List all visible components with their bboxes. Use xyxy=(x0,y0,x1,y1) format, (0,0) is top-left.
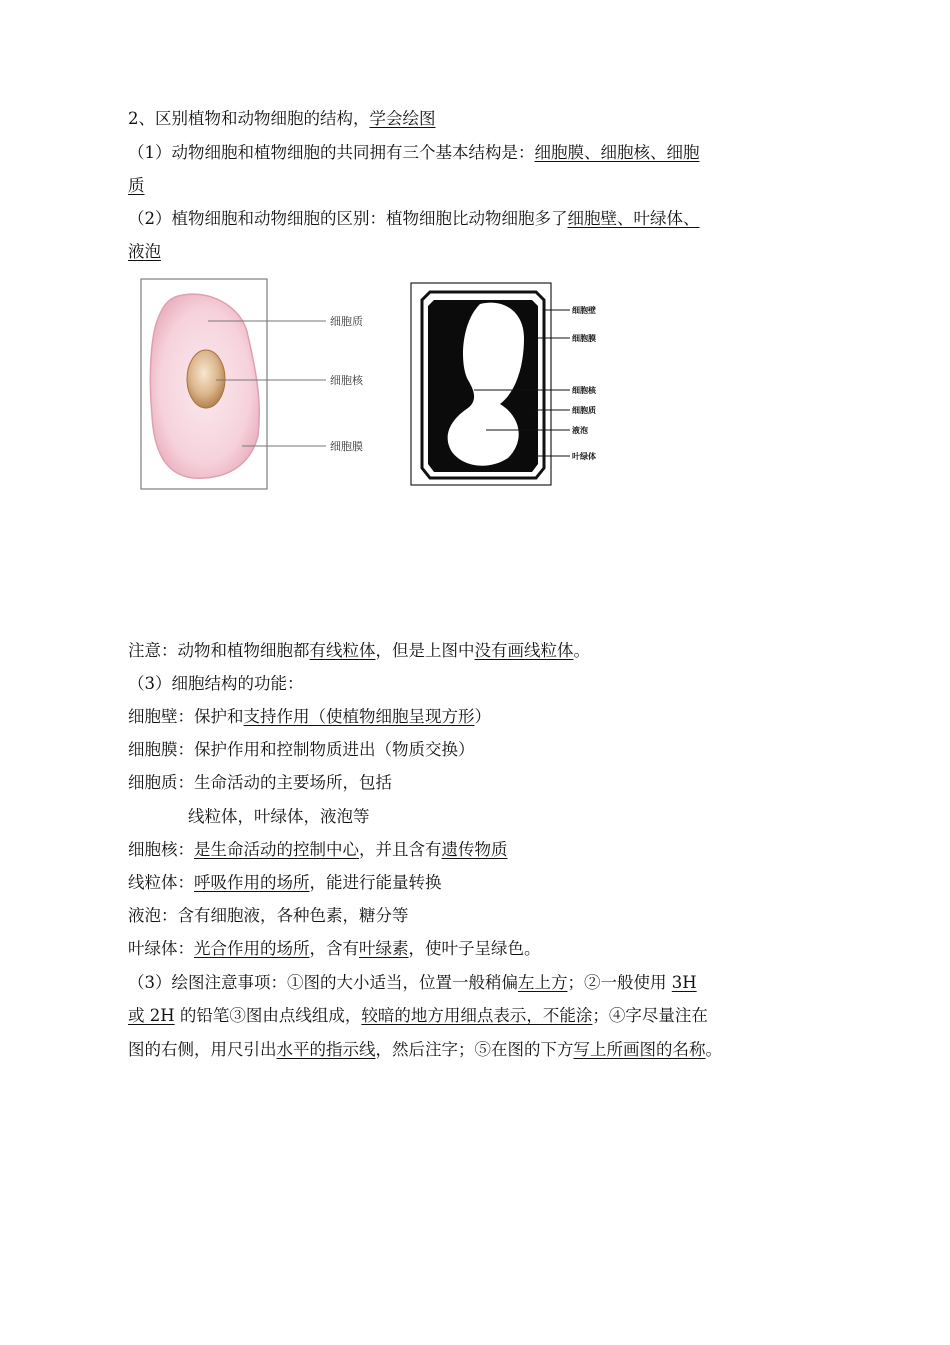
function-chloroplast: 叶绿体：光合作用的场所，含有叶绿素，使叶子呈绿色。 xyxy=(128,939,541,958)
function-membrane: 细胞膜：保护作用和控制物质进出（物质交换） xyxy=(128,740,475,759)
section-title: 2、区别植物和动物细胞的结构，学会绘图 xyxy=(128,109,436,128)
plant-cell-figure xyxy=(408,280,618,488)
label-cytoplasm: 细胞质 xyxy=(330,315,363,328)
function-wall: 细胞壁：保护和支持作用（使植物细胞呈现方形） xyxy=(128,707,491,726)
animal-nucleus xyxy=(187,350,225,408)
drawing-line-1: （3）绘图注意事项：①图的大小适当，位置一般稍偏左上方；②一般使用 3H xyxy=(128,973,697,992)
label-plant-cytoplasm: 细胞质 xyxy=(572,406,596,415)
drawing-line-2: 或 2H 的铅笔③图由点线组成，较暗的地方用细点表示，不能涂；④字尽量注在 xyxy=(128,1006,708,1025)
function-nucleus: 细胞核：是生命活动的控制中心，并且含有遗传物质 xyxy=(128,840,508,859)
label-plant-nucleus: 细胞核 xyxy=(572,386,596,395)
paragraph-1: （1）动物细胞和植物细胞的共同拥有三个基本结构是：细胞膜、细胞核、细胞 xyxy=(128,143,700,162)
function-cytoplasm: 细胞质：生命活动的主要场所，包括 xyxy=(128,773,392,792)
function-mitochondria: 线粒体：呼吸作用的场所，能进行能量转换 xyxy=(128,873,442,892)
note-line: 注意：动物和植物细胞都有线粒体，但是上图中没有画线粒体。 xyxy=(128,641,590,660)
function-vacuole: 液泡：含有细胞液，各种色素，糖分等 xyxy=(128,906,409,925)
drawing-line-3: 图的右侧，用尺引出水平的指示线，然后注字；⑤在图的下方写上所画图的名称。 xyxy=(128,1040,722,1059)
animal-cell-figure xyxy=(138,276,378,492)
label-nucleus: 细胞核 xyxy=(330,374,363,387)
paragraph-2: （2）植物细胞和动物细胞的区别：植物细胞比动物细胞多了细胞壁、叶绿体、 xyxy=(128,209,700,228)
label-membrane: 细胞膜 xyxy=(330,440,363,453)
label-chloroplast: 叶绿体 xyxy=(572,452,596,461)
label-wall: 细胞壁 xyxy=(572,306,596,315)
functions-heading: （3）细胞结构的功能： xyxy=(128,674,304,693)
paragraph-2-cont: 液泡 xyxy=(128,242,161,261)
label-plant-membrane: 细胞膜 xyxy=(572,334,596,343)
function-cytoplasm-cont: 线粒体，叶绿体，液泡等 xyxy=(188,807,370,826)
paragraph-1-cont: 质 xyxy=(128,176,145,195)
label-vacuole: 液泡 xyxy=(572,426,588,435)
